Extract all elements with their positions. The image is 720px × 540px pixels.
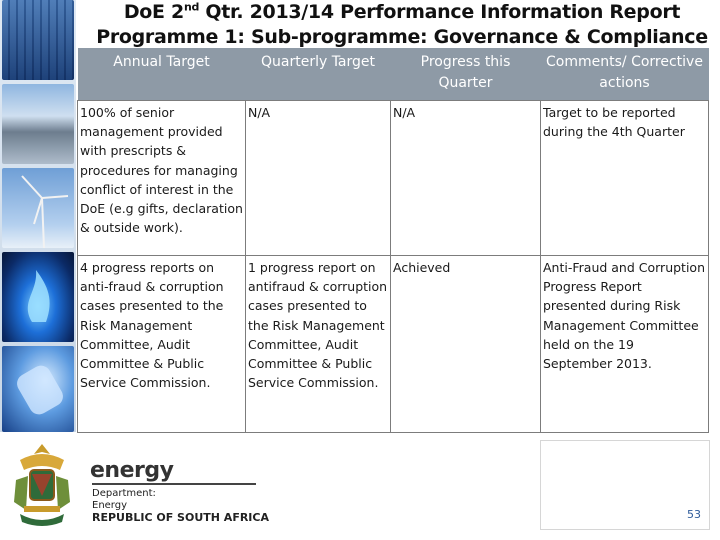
cell-quarterly-target: 1 progress report on antifraud & corruption cases presented to the Risk Management Committee, Audit Committee & Public Service Commission. [246, 256, 391, 433]
cell-progress: N/A [391, 101, 541, 256]
page-number-box [540, 440, 710, 530]
cell-comments: Target to be reported during the 4th Quarter [541, 101, 709, 256]
slide-title [84, 0, 720, 50]
brand-wordmark: energy [90, 458, 174, 483]
energy-bulb-image [2, 346, 74, 432]
cell-annual-target: 100% of senior management provided with prescripts & procedures for managing conflict of interest in the DoE (e.g gifts, declaration & outside work). [78, 101, 246, 256]
coat-of-arms-icon [6, 440, 78, 532]
department-label: Department: Energy REPUBLIC OF SOUTH AFRICA [92, 488, 269, 524]
performance-table [77, 48, 709, 433]
cell-comments: Anti-Fraud and Corruption Progress Report presented during Risk Management Committee held on the 19 September 2013. [541, 256, 709, 433]
title-line-2: Programme 1: Sub-programme: Governance & Compliance [96, 26, 708, 48]
wind-turbine-image [2, 168, 74, 248]
header-progress: Progress this Quarter [391, 48, 541, 101]
gas-flame-image [2, 252, 74, 342]
header-comments: Comments/ Corrective actions [541, 48, 709, 101]
header-quarterly-target: Quarterly Target [246, 48, 391, 101]
cell-quarterly-target: N/A [246, 101, 391, 256]
table-row [78, 256, 709, 433]
brand-divider [92, 483, 256, 485]
decorative-image-strip [0, 0, 76, 432]
flame-icon [2, 252, 74, 342]
cell-progress: Achieved [391, 256, 541, 433]
table-row [78, 101, 709, 256]
header-annual-target: Annual Target [78, 48, 246, 101]
wind-turbine-icon [2, 168, 74, 248]
pipeline-image [2, 84, 74, 164]
title-line-1: DoE 2nd Qtr. 2013/14 Performance Information Report [123, 0, 681, 23]
energy-logo [90, 458, 173, 483]
table-header-row [78, 48, 709, 101]
bulb-icon [2, 346, 74, 432]
page-number: 53 [687, 508, 701, 521]
solar-panel-image [2, 0, 74, 80]
cell-annual-target: 4 progress reports on anti-fraud & corruption cases presented to the Risk Management Committee, Audit Committee & Public Service Commission. [78, 256, 246, 433]
